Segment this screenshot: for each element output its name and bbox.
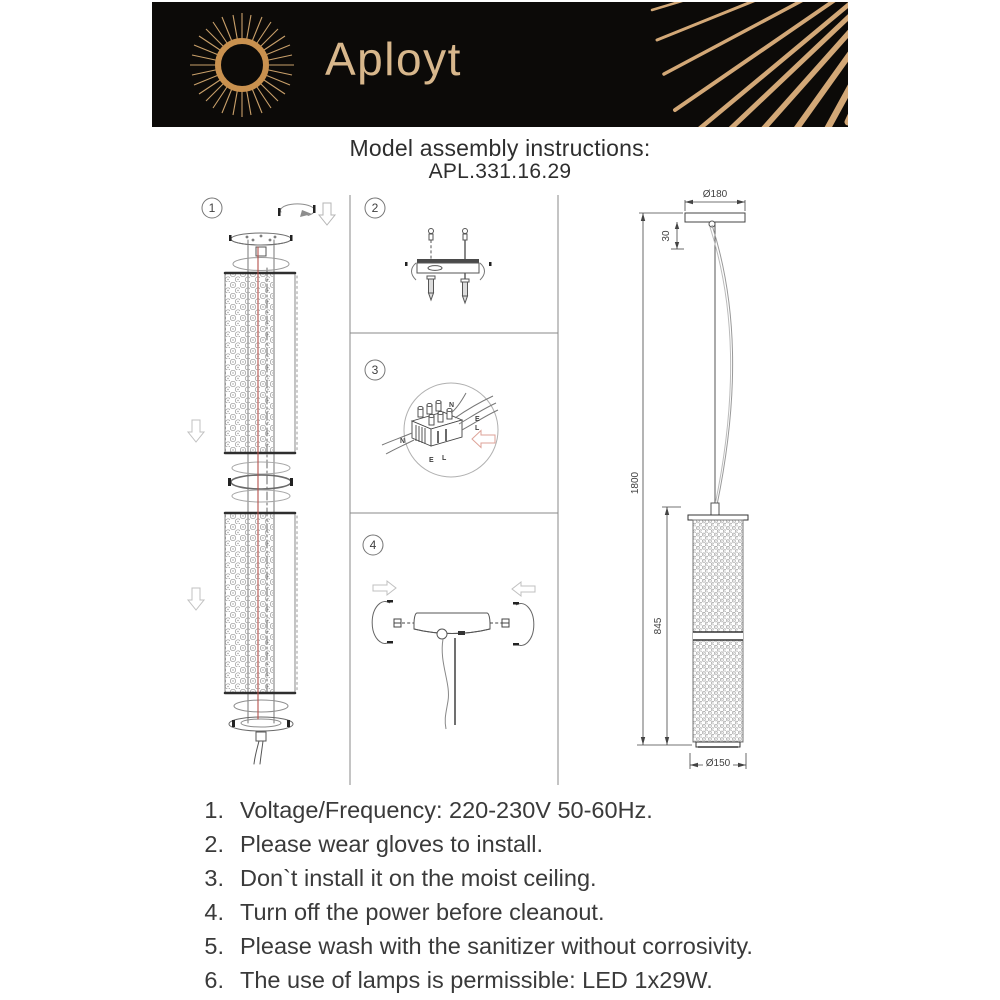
instruction-item <box>198 967 858 1000</box>
instruction-item <box>198 797 858 831</box>
instruction-item <box>198 865 858 899</box>
step3-number: 3 <box>371 363 379 377</box>
arrow-down-icon <box>319 203 335 225</box>
cable-nipple <box>711 503 719 515</box>
dim-shade-height <box>637 507 692 745</box>
wire-label-l: L <box>475 425 480 432</box>
arrow-left-icon <box>512 582 535 596</box>
rotate-icon <box>278 204 316 217</box>
brand-banner <box>152 2 848 127</box>
wire-label-e: E <box>475 416 480 423</box>
instruction-item <box>198 831 858 865</box>
step2-number: 2 <box>371 201 379 215</box>
step3-wiring <box>365 360 498 477</box>
dim-label-845: 845 <box>653 617 664 635</box>
arrow-down-icon <box>188 588 204 610</box>
dim-label-150: Ø150 <box>705 758 731 769</box>
item-text: Don`t install it on the moist ceiling. <box>240 865 597 891</box>
instruction-item <box>198 899 858 933</box>
wire-label-e2: E <box>429 457 434 464</box>
assembly-drawings <box>150 183 850 798</box>
dim-label-180: Ø180 <box>702 189 728 200</box>
dim-overall-height <box>639 213 683 745</box>
item-text: Please wear gloves to install. <box>240 831 544 857</box>
item-text: Voltage/Frequency: 220-230V 50-60Hz. <box>240 797 653 823</box>
item-number: 5. <box>204 933 224 959</box>
item-number: 4. <box>204 899 224 925</box>
dim-label-30: 30 <box>661 230 672 242</box>
item-number: 1. <box>204 797 224 823</box>
dim-canopy-diameter <box>685 200 745 211</box>
dimension-drawing <box>630 189 748 769</box>
panel-borders <box>350 195 558 785</box>
instruction-item <box>198 933 858 967</box>
suspension-cable <box>710 222 733 509</box>
top-ring <box>233 258 289 271</box>
step4-canopy <box>363 535 535 729</box>
spacer-rings <box>228 462 293 502</box>
wire-label-n2: N <box>400 438 406 445</box>
decorative-rays <box>652 2 848 127</box>
wire-label-l2: L <box>442 455 447 462</box>
item-number: 2. <box>204 831 224 857</box>
canopy-wire <box>442 638 455 729</box>
item-text: The use of lamps is permissible: LED 1x29W. <box>240 967 713 993</box>
lower-shade <box>225 513 297 693</box>
banner-graphics <box>152 2 848 127</box>
step1-number: 1 <box>208 201 216 215</box>
shade-body <box>688 515 748 747</box>
canopy-disc <box>229 233 293 245</box>
brand-name: Aployt <box>325 33 462 85</box>
ceiling-plate <box>685 213 745 222</box>
item-text: Turn off the power before cleanout. <box>240 899 605 925</box>
upper-shade <box>225 273 297 453</box>
dim-label-1800: 1800 <box>630 471 641 495</box>
model-number: APL.331.16.29 <box>428 160 572 183</box>
arrow-down-icon <box>188 420 204 442</box>
canopy-body <box>414 613 490 639</box>
page-title: Model assembly instructions: <box>349 135 651 161</box>
item-number: 3. <box>204 865 224 891</box>
step2-bracket <box>365 198 492 303</box>
item-text: Please wash with the sanitizer without corrosivity. <box>240 933 753 959</box>
item-number: 6. <box>204 967 224 993</box>
dim-canopy-height <box>671 222 684 249</box>
sunburst-logo-icon <box>190 13 294 117</box>
step1-exploded-view <box>188 198 335 764</box>
step4-number: 4 <box>369 538 377 552</box>
arrow-right-icon <box>373 581 396 595</box>
instruction-list <box>198 797 858 1000</box>
bottom-cap <box>229 700 293 764</box>
wire-label-n: N <box>449 402 455 409</box>
